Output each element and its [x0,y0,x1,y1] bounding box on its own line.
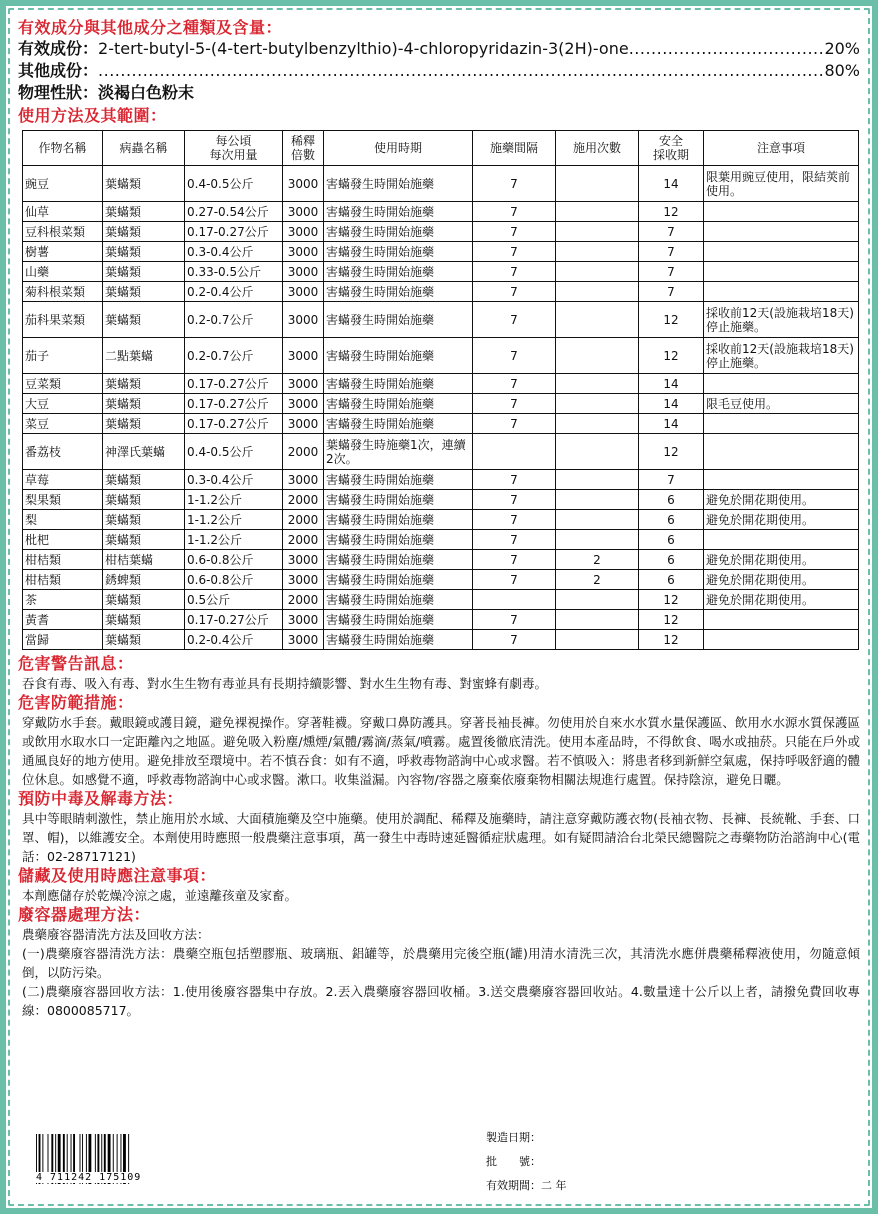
usage-cell: 害蟎發生時開始施藥 [324,166,473,202]
usage-cell: 仙草 [23,202,103,222]
storage-text: 本劑應儲存於乾燥冷涼之處，並遠離孩童及家畜。 [22,888,298,903]
usage-cell: 害蟎發生時開始施藥 [324,630,473,650]
usage-cell: 12 [639,630,704,650]
usage-cell: 0.17-0.27公斤 [185,610,283,630]
ingredients-title: 有效成分與其他成分之種類及含量： [18,18,283,37]
active-ingredient-line [18,38,860,60]
usage-cell [704,374,859,394]
usage-cell: 限毛豆使用。 [704,394,859,414]
usage-cell [556,414,639,434]
usage-cell: 豆菜類 [23,374,103,394]
usage-cell: 採收前12天(設施栽培18天)停止施藥。 [704,302,859,338]
usage-cell: 葉蟎類 [103,490,185,510]
usage-cell: 3000 [283,550,324,570]
usage-cell: 7 [639,282,704,302]
usage-table-row [23,630,859,650]
usage-cell [556,394,639,414]
usage-header-cell: 每公頃 每次用量 [185,131,283,166]
disposal-title: 廢容器處理方法： [18,905,151,924]
usage-cell [704,630,859,650]
usage-cell [556,590,639,610]
usage-header-cell: 病蟲名稱 [103,131,185,166]
usage-table-row [23,166,859,202]
usage-cell: 2 [556,550,639,570]
disposal-intro: 農藥廢容器清洗方法及回收方法： [22,927,210,942]
usage-cell: 柑桔類 [23,570,103,590]
batch-label: 批 號： [486,1155,541,1168]
usage-cell: 3000 [283,610,324,630]
usage-cell: 7 [473,282,556,302]
physical-state-line [18,82,860,104]
usage-cell: 葉蟎類 [103,302,185,338]
usage-cell: 葉蟎類 [103,166,185,202]
usage-cell [704,282,859,302]
usage-cell: 害蟎發生時開始施藥 [324,570,473,590]
usage-cell [473,590,556,610]
usage-cell: 1-1.2公斤 [185,510,283,530]
usage-cell: 葉蟎類 [103,394,185,414]
usage-cell: 3000 [283,262,324,282]
usage-cell: 避免於開花期使用。 [704,590,859,610]
usage-cell: 避免於開花期使用。 [704,570,859,590]
usage-table-row [23,510,859,530]
usage-cell [556,222,639,242]
usage-cell: 0.17-0.27公斤 [185,394,283,414]
usage-cell: 14 [639,394,704,414]
usage-cell: 7 [473,550,556,570]
usage-cell [704,222,859,242]
usage-cell: 7 [473,630,556,650]
usage-cell: 樹薯 [23,242,103,262]
active-pct: 20% [824,39,860,58]
antidote-title: 預防中毒及解毒方法： [18,789,184,808]
usage-cell [704,262,859,282]
antidote-text: 具中等眼睛刺激性，禁止施用於水域、大面積施藥及空中施藥。使用於調配、稀釋及施藥時，請注意穿戴防護衣物(長袖衣物、長褲、長統靴、手套、口罩、帽)，以維護安全。本劑使用時應照一般農藥注意事項，萬一發生中毒時速延醫循症狀處理。如有疑問請洽台北榮民總醫院之毒藥物防治諮詢中心(電話：02-28717121) [22,811,860,864]
usage-header-cell: 注意事項 [704,131,859,166]
disposal-item-2: (二)農藥廢容器回收方法：1.使用後廢容器集中存放。2.丟入農藥廢容器回收桶。3.送交農藥廢容器回收站。4.數量達十公斤以上者，請撥免費回收專線：0800085717。 [22,984,860,1018]
usage-cell: 7 [473,374,556,394]
usage-cell: 3000 [283,570,324,590]
usage-cell: 6 [639,550,704,570]
usage-cell: 葉蟎類 [103,202,185,222]
usage-cell: 害蟎發生時開始施藥 [324,394,473,414]
usage-cell: 12 [639,434,704,470]
usage-cell: 3000 [283,222,324,242]
usage-cell: 7 [473,394,556,414]
usage-cell: 害蟎發生時開始施藥 [324,470,473,490]
usage-cell: 3000 [283,470,324,490]
usage-cell [556,610,639,630]
usage-cell: 3000 [283,414,324,434]
usage-cell: 害蟎發生時開始施藥 [324,282,473,302]
active-label: 有效成份： [18,39,99,58]
other-label: 其他成份： [18,61,99,80]
usage-cell: 葉蟎類 [103,590,185,610]
usage-cell [704,434,859,470]
usage-cell [704,530,859,550]
usage-cell: 0.27-0.54公斤 [185,202,283,222]
usage-cell: 害蟎發生時開始施藥 [324,222,473,242]
other-pct: 80% [824,61,860,80]
usage-cell: 3000 [283,394,324,414]
usage-cell: 大豆 [23,394,103,414]
usage-cell [556,282,639,302]
usage-table-header [23,131,859,166]
usage-cell: 0.4-0.5公斤 [185,166,283,202]
hazard-title: 危害警告訊息： [18,654,134,673]
usage-cell: 菊科根菜類 [23,282,103,302]
usage-cell: 葉蟎類 [103,610,185,630]
usage-cell: 黃耆 [23,610,103,630]
usage-cell: 3000 [283,374,324,394]
usage-cell: 1-1.2公斤 [185,530,283,550]
usage-table-row [23,242,859,262]
usage-cell: 7 [473,222,556,242]
usage-cell: 3000 [283,282,324,302]
usage-cell: 0.33-0.5公斤 [185,262,283,282]
usage-cell: 7 [473,530,556,550]
usage-cell: 二點葉蟎 [103,338,185,374]
usage-cell: 害蟎發生時開始施藥 [324,510,473,530]
usage-cell: 6 [639,490,704,510]
usage-cell: 限葉用豌豆使用，限結莢前使用。 [704,166,859,202]
usage-cell: 葉蟎發生時施藥1次，連續2次。 [324,434,473,470]
usage-cell: 豌豆 [23,166,103,202]
usage-cell [704,202,859,222]
manufacturing-info [486,1126,567,1198]
usage-table-row [23,338,859,374]
usage-cell: 害蟎發生時開始施藥 [324,490,473,510]
usage-cell: 12 [639,610,704,630]
usage-table-row [23,490,859,510]
other-ingredient-line [18,60,860,82]
storage-title: 儲藏及使用時應注意事項： [18,866,217,885]
usage-cell: 2000 [283,490,324,510]
usage-cell: 14 [639,374,704,394]
usage-cell: 0.17-0.27公斤 [185,222,283,242]
usage-cell [704,470,859,490]
usage-cell: 葉蟎類 [103,374,185,394]
usage-cell [704,242,859,262]
usage-table-row [23,610,859,630]
usage-cell [556,338,639,374]
usage-cell: 葉蟎類 [103,262,185,282]
usage-cell: 0.3-0.4公斤 [185,242,283,262]
usage-cell [556,470,639,490]
usage-cell [473,434,556,470]
usage-cell: 2 [556,570,639,590]
usage-cell: 7 [473,570,556,590]
usage-table-row [23,394,859,414]
usage-cell: 害蟎發生時開始施藥 [324,590,473,610]
physical-label: 物理性狀： [18,83,99,102]
usage-cell: 番荔枝 [23,434,103,470]
usage-cell: 害蟎發生時開始施藥 [324,302,473,338]
usage-table-row [23,570,859,590]
usage-cell: 葉蟎類 [103,282,185,302]
usage-cell: 12 [639,338,704,374]
usage-table-row [23,222,859,242]
usage-cell: 3000 [283,166,324,202]
usage-cell: 避免於開花期使用。 [704,510,859,530]
usage-cell: 7 [639,222,704,242]
label-content [18,18,860,1020]
usage-cell: 梨 [23,510,103,530]
usage-cell: 7 [473,490,556,510]
mfg-date-label: 製造日期： [486,1131,541,1144]
usage-cell: 14 [639,414,704,434]
usage-cell: 7 [639,470,704,490]
usage-cell: 0.6-0.8公斤 [185,570,283,590]
usage-cell [556,510,639,530]
usage-cell: 7 [473,166,556,202]
usage-cell: 茄子 [23,338,103,374]
usage-header-cell: 稀釋 倍數 [283,131,324,166]
usage-cell: 0.4-0.5公斤 [185,434,283,470]
usage-cell: 12 [639,590,704,610]
usage-cell: 12 [639,202,704,222]
usage-cell: 7 [473,510,556,530]
usage-cell: 0.17-0.27公斤 [185,414,283,434]
usage-cell: 害蟎發生時開始施藥 [324,374,473,394]
usage-cell: 葉蟎類 [103,630,185,650]
usage-cell: 0.2-0.4公斤 [185,282,283,302]
label-sheet [6,6,872,1208]
usage-cell: 草莓 [23,470,103,490]
usage-header-cell: 安全 採收期 [639,131,704,166]
usage-cell: 0.2-0.4公斤 [185,630,283,650]
usage-cell [556,166,639,202]
usage-cell: 菜豆 [23,414,103,434]
usage-cell: 當歸 [23,630,103,650]
usage-cell: 7 [473,302,556,338]
usage-cell [556,434,639,470]
expiry-label: 有效期間：二 年 [486,1179,567,1192]
usage-title: 使用方法及其範圍： [18,106,167,125]
usage-cell: 害蟎發生時開始施藥 [324,262,473,282]
usage-cell [556,202,639,222]
usage-cell: 採收前12天(設施栽培18天)停止施藥。 [704,338,859,374]
active-name: 2-tert-butyl-5-(4-tert-butylbenzylthio)-4-chloropyridazin-3(2H)-one [98,39,629,58]
usage-header-cell: 使用時期 [324,131,473,166]
usage-cell: 0.5公斤 [185,590,283,610]
usage-cell: 避免於開花期使用。 [704,490,859,510]
usage-cell: 6 [639,570,704,590]
usage-table-row [23,302,859,338]
usage-cell: 0.2-0.7公斤 [185,338,283,374]
usage-cell: 7 [473,610,556,630]
usage-table-row [23,414,859,434]
usage-cell: 葉蟎類 [103,242,185,262]
usage-header-cell: 施藥間隔 [473,131,556,166]
usage-cell: 茶 [23,590,103,610]
usage-cell [704,414,859,434]
leader-dots [98,60,824,82]
usage-cell: 2000 [283,530,324,550]
usage-cell: 7 [473,470,556,490]
usage-cell: 葉蟎類 [103,510,185,530]
usage-cell: 3000 [283,630,324,650]
usage-cell: 葉蟎類 [103,530,185,550]
usage-cell: 害蟎發生時開始施藥 [324,610,473,630]
usage-cell: 2000 [283,434,324,470]
usage-cell: 害蟎發生時開始施藥 [324,414,473,434]
leader-dots [629,38,825,60]
usage-table-row [23,530,859,550]
usage-table-row [23,470,859,490]
usage-cell: 葉蟎類 [103,222,185,242]
barcode-number: 4 711242 175109 [36,1172,142,1183]
usage-table-row [23,202,859,222]
usage-cell: 葉蟎類 [103,470,185,490]
usage-cell: 神澤氏葉蟎 [103,434,185,470]
usage-cell: 3000 [283,242,324,262]
usage-header-cell: 作物名稱 [23,131,103,166]
precautions-title: 危害防範措施： [18,693,134,712]
usage-cell: 2000 [283,510,324,530]
usage-cell: 柑桔類 [23,550,103,570]
usage-cell: 7 [639,242,704,262]
usage-cell: 3000 [283,338,324,374]
usage-cell: 0.3-0.4公斤 [185,470,283,490]
usage-cell: 害蟎發生時開始施藥 [324,202,473,222]
usage-cell: 7 [639,262,704,282]
usage-cell: 3000 [283,302,324,338]
usage-table-row [23,282,859,302]
usage-cell: 害蟎發生時開始施藥 [324,338,473,374]
usage-cell: 14 [639,166,704,202]
usage-table-row [23,374,859,394]
usage-cell [556,242,639,262]
usage-cell: 避免於開花期使用。 [704,550,859,570]
usage-cell [556,302,639,338]
usage-cell: 7 [473,414,556,434]
usage-cell: 7 [473,202,556,222]
usage-cell [556,490,639,510]
physical-value: 淡褐白色粉末 [98,83,195,102]
disposal-item-1: (一)農藥廢容器清洗方法：農藥空瓶包括塑膠瓶、玻璃瓶、鋁罐等，於農藥用完後空瓶(罐)用清水清洗三次，其清洗水應併農藥稀釋液使用，勿隨意傾倒，以防污染。 [22,946,860,980]
usage-cell: 6 [639,510,704,530]
usage-cell: 12 [639,302,704,338]
usage-header-cell: 施用次數 [556,131,639,166]
usage-cell: 0.6-0.8公斤 [185,550,283,570]
precautions-text: 穿戴防水手套。戴眼鏡或護目鏡，避免裸視操作。穿著鞋襪。穿戴口鼻防護具。穿著長袖長褲。勿使用於自來水水質水量保護區、飲用水水源水質保護區或飲用水取水口一定距離內之地區。避免吸入粉塵/燻煙/氣體/霧滴/蒸氣/噴霧。處置後徹底清洗。使用本產品時，不得飲食、喝水或抽菸。只能在戶外或通風良好的地方使用。避免排放至環境中。若不慎吞食：如有不適，呼救毒物諮詢中心或求醫。若不慎吸入：將患者移到新鮮空氣處，保持呼吸舒適的體位休息。如感覺不適，呼救毒物諮詢中心或求醫。漱口。收集溢漏。內容物/容器之廢棄依廢棄物相關法規進行處置。保持陰涼，避免日曬。 [22,715,860,787]
usage-table-row [23,550,859,570]
usage-cell: 枇杷 [23,530,103,550]
usage-cell: 7 [473,242,556,262]
usage-table [22,130,859,650]
hazard-text: 吞食有毒、吸入有毒、對水生生物有毒並具有長期持續影響、對水生生物有毒、對蜜蜂有劇毒。 [22,676,548,691]
usage-cell [556,374,639,394]
usage-cell: 1-1.2公斤 [185,490,283,510]
usage-cell: 害蟎發生時開始施藥 [324,530,473,550]
usage-cell [556,630,639,650]
usage-cell: 茄科果菜類 [23,302,103,338]
usage-cell: 0.2-0.7公斤 [185,302,283,338]
usage-cell: 3000 [283,202,324,222]
usage-cell: 7 [473,262,556,282]
usage-cell [704,610,859,630]
usage-cell: 豆科根菜類 [23,222,103,242]
usage-cell: 7 [473,338,556,374]
usage-cell: 柑桔葉蟎 [103,550,185,570]
usage-cell: 害蟎發生時開始施藥 [324,550,473,570]
usage-table-body [23,166,859,650]
usage-cell [556,262,639,282]
usage-cell: 2000 [283,590,324,610]
usage-cell: 梨果類 [23,490,103,510]
usage-table-row [23,262,859,282]
usage-table-row [23,590,859,610]
usage-cell: 銹蜱類 [103,570,185,590]
usage-cell: 葉蟎類 [103,414,185,434]
usage-table-row [23,434,859,470]
usage-cell [556,530,639,550]
usage-cell: 6 [639,530,704,550]
usage-cell: 山藥 [23,262,103,282]
usage-cell: 0.17-0.27公斤 [185,374,283,394]
usage-cell: 害蟎發生時開始施藥 [324,242,473,262]
